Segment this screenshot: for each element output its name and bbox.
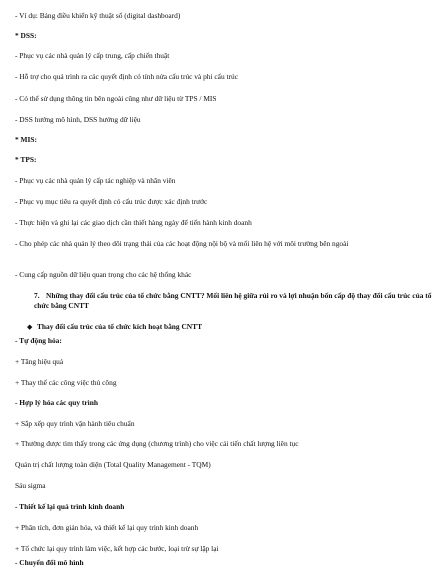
text-line: + Phân tích, đơn giản hóa, và thiết kế lại quy trình kinh doanh (15, 523, 199, 532)
heading-number: 7. (34, 291, 40, 300)
text-line: - Phục vụ mục tiêu ra quyết định có cấu trúc được xác định trước (15, 197, 208, 206)
text-line: - Ví dụ: Bảng điều khiển kỹ thuật số (digital dashboard) (15, 11, 181, 20)
text-line: - Phục vụ các nhà quản lý cấp tác nghiệp và nhân viên (15, 176, 176, 185)
text-line: + Thường được tìm thấy trong các ứng dụng (chương trình) cho việc cải tiến chất lượng liên tục (15, 439, 299, 448)
subheading: - Chuyển đổi mô hình (15, 558, 84, 567)
text-line: + Sắp xếp quy trình vận hành tiêu chuẩn (15, 419, 135, 428)
subheading: - Hợp lý hóa các quy trình (15, 398, 98, 407)
text-line: - Hỗ trợ cho quá trình ra các quyết định có tính nửa cấu trúc và phi cấu trúc (15, 72, 238, 81)
text-line: Sáu sigma (15, 481, 46, 490)
text-line: + Thay thế các công việc thủ công (15, 378, 117, 387)
section-heading-mis: * MIS: (15, 135, 37, 144)
text-line: - Cho phép các nhà quản lý theo dõi trạng thái của các hoạt động nội bộ và mối liên hệ với môi trường bên ngoài (15, 239, 349, 248)
text-line: + Tổ chức lại quy trình làm việc, kết hợp các bước, loại trừ sự lặp lại (15, 544, 219, 553)
subheading: - Thiết kế lại quá trình kinh doanh (15, 502, 125, 511)
text-line: Quản trị chất lượng toàn diện (Total Quality Management - TQM) (15, 460, 211, 469)
diamond-bullet-heading (27, 322, 443, 332)
numbered-heading (34, 291, 438, 311)
heading-text: Những thay đổi cấu trúc của tổ chức bằng CNTT? Mối liên hệ giữa rủi ro và lợi nhuận bốn cấp độ thay đổi cấu trúc của tổ chức bằng CNTT (34, 291, 432, 310)
subheading: - Tự động hóa: (15, 336, 62, 345)
bullet-heading-text: Thay đổi cấu trúc của tổ chức kích hoạt bằng CNTT (37, 322, 202, 331)
section-heading-dss: * DSS: (15, 31, 37, 40)
text-line: + Tăng hiệu quả (15, 357, 64, 366)
text-line: - Cung cấp nguồn dữ liệu quan trọng cho các hệ thống khác (15, 270, 192, 279)
section-heading-tps: * TPS: (15, 155, 37, 164)
text-line: - DSS hướng mô hình, DSS hướng dữ liệu (15, 115, 141, 124)
diamond-bullet-icon: ◆ (27, 323, 33, 331)
text-line: - Thực hiện và ghi lại các giao dịch cần thiết hàng ngày để tiến hành kinh doanh (15, 218, 252, 227)
text-line: - Có thể sử dụng thông tin bên ngoài cũng như dữ liệu từ TPS / MIS (15, 94, 217, 103)
text-line: - Phục vụ các nhà quản lý cấp trung, cấp chiến thuật (15, 51, 170, 60)
